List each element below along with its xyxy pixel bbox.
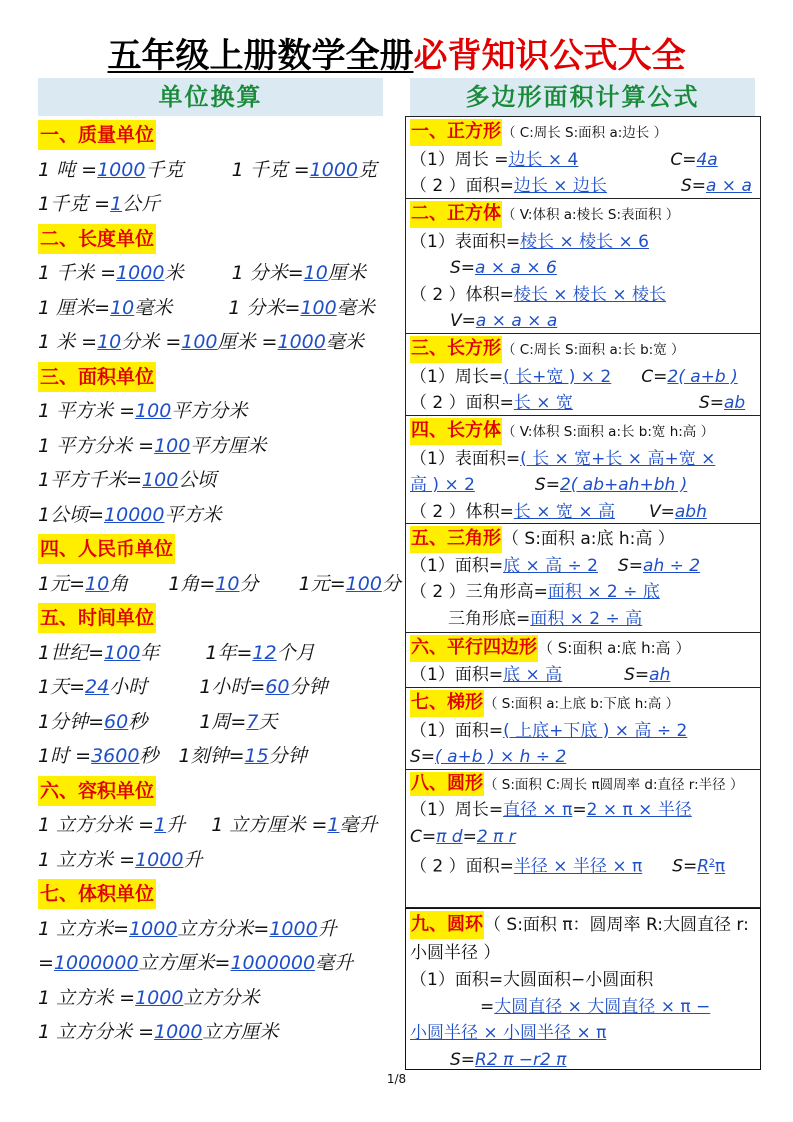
- list-item: 1世纪=100年 1年=12个月: [38, 641, 315, 664]
- formula-box-trapezoid: 七、梯形（ S:面积 a:上底 b:下底 h:高 ） （1）面积=( 上底+下底 ) × 高 ÷ 2 S=( a+b ) × h ÷ 2: [405, 688, 761, 770]
- list-item: 1 厘米=10毫米 1 分米=100毫米: [38, 296, 375, 319]
- section-heading-rectangle: 三、长方形: [410, 336, 502, 363]
- list-item: 1 千米 =1000米 1 分米=10厘米: [38, 262, 366, 284]
- list-item: 1平方千米=100公顷: [38, 469, 217, 491]
- section-heading-capacity: 六、容积单位: [38, 776, 156, 806]
- section-heading-circle: 八、圆形: [411, 773, 483, 794]
- section-heading-ring: 九、圆环: [410, 911, 484, 939]
- list-item: 1分钟=60秒 1周=7天: [38, 710, 278, 733]
- section-heading-mass: 一、质量单位: [38, 120, 156, 150]
- title-part2: 必背知识公式大全: [413, 36, 686, 76]
- list-item: =1000000立方厘米=1000000毫升: [38, 952, 354, 974]
- page-number: 1/8: [386, 1072, 407, 1086]
- left-column-header: 单位换算: [38, 78, 383, 116]
- list-item: 1 平方米 =100平方分米: [38, 400, 248, 422]
- formula-box-rectangle: 三、长方形（ C:周长 S:面积 a:长 b:宽 ） （1）周长=( 长+宽 ) × 2 C=2( a+b ) （ 2 ）面积=长 × 宽 S=ab: [405, 334, 761, 416]
- formula-box-square: 一、正方形（ C:周长 S:面积 a:边长 ） （1）周长 =边长 × 4 C=4a （ 2 ）面积=边长 × 边长 S=a × a: [405, 116, 761, 199]
- formula-box-triangle: 五、三角形（ S:面积 a:底 h:高 ） （1）面积=底 × 高 ÷ 2 S=ah ÷ 2 （ 2 ）三角形高=面积 × 2 ÷ 底 三角形底=面积 × 2 ÷ 高: [405, 524, 761, 633]
- list-item: 1 米 =10分米 =100厘米 =1000毫米: [38, 331, 364, 353]
- right-column-header: 多边形面积计算公式: [410, 78, 755, 116]
- list-item: 1 立方分米 =1升 1 立方厘米 =1毫升: [38, 814, 378, 836]
- section-heading-volume: 七、体积单位: [38, 879, 156, 909]
- list-item: 1天=24小时 1小时=60分钟: [38, 676, 328, 698]
- section-heading-trapezoid: 七、梯形: [410, 690, 484, 717]
- area-formula-column: [405, 116, 761, 1070]
- section-heading-area: 三、面积单位: [38, 362, 156, 392]
- list-item: 1 立方分米 =1000立方厘米: [38, 1021, 279, 1043]
- list-item: 1 立方米 =1000升: [38, 848, 203, 871]
- section-heading-cuboid: 四、长方体: [410, 418, 502, 445]
- list-item: 1 立方米=1000立方分米=1000升: [38, 917, 337, 940]
- page-title: [0, 34, 793, 78]
- formula-box-cube: 二、正方体（ V:体积 a:棱长 S:表面积 ） （1）表面积=棱长 × 棱长 × 6 S=a × a × 6 （ 2 ）体积=棱长 × 棱长 × 棱长 V=a × a × a: [405, 199, 761, 334]
- list-item: 1时 =3600秒 1刻钟=15分钟: [38, 745, 307, 767]
- list-item: 1 立方米 =1000立方分米: [38, 986, 260, 1009]
- section-heading-square: 一、正方形: [410, 119, 502, 146]
- formula-box-cuboid: 四、长方体（ V:体积 S:面积 a:长 b:宽 h:高 ） （1）表面积=( 长 × 宽+长 × 高+宽 × 高 ) × 2 S=2( ab+ah+bh ) （ 2 ）体积=长 × 宽 × 高 V=abh: [405, 416, 761, 524]
- section-heading-cube: 二、正方体: [410, 201, 502, 228]
- formula-box-ring: 九、圆环（ S:面积 π：圆周率 R:大圆直径 r:小圆半径 ） （1）面积=大圆面积−小圆面积 =大圆直径 × 大圆直径 × π − 小圆半径 × 小圆半径 × π S=R2 π −r2 π: [405, 908, 761, 1070]
- list-item: 1公顷=10000平方米: [38, 503, 222, 526]
- formula-box-circle: 八、圆形（ S:面积 C:周长 π圆周率 d:直径 r:半径 ） （1）周长=直径 × π=2 × π × 半径 C=π d=2 π r （ 2 ）面积=半径 × 半径 × π $S=R^2\pi$: [405, 770, 761, 908]
- list-item: 1 吨 =1000千克 1 千克 =1000克: [38, 158, 378, 181]
- section-heading-length: 二、长度单位: [38, 224, 156, 254]
- formula-box-parallelogram: 六、平行四边形（ S:面积 a:底 h:高 ） （1）面积=底 × 高 S=ah: [405, 633, 761, 688]
- list-item: 1千克 =1公斤: [38, 193, 161, 215]
- list-item: 1 平方分米 =100平方厘米: [38, 434, 267, 457]
- section-heading-parallelogram: 六、平行四边形: [410, 635, 538, 662]
- section-heading-money: 四、人民币单位: [38, 534, 175, 564]
- section-heading-triangle: 五、三角形: [410, 526, 502, 553]
- section-heading-time: 五、时间单位: [38, 603, 156, 633]
- unit-conversion-column: [38, 118, 401, 1050]
- list-item: 1元=10角 1角=10分 1元=100分: [38, 572, 401, 595]
- title-part1: 五年级上册数学全册: [107, 36, 414, 76]
